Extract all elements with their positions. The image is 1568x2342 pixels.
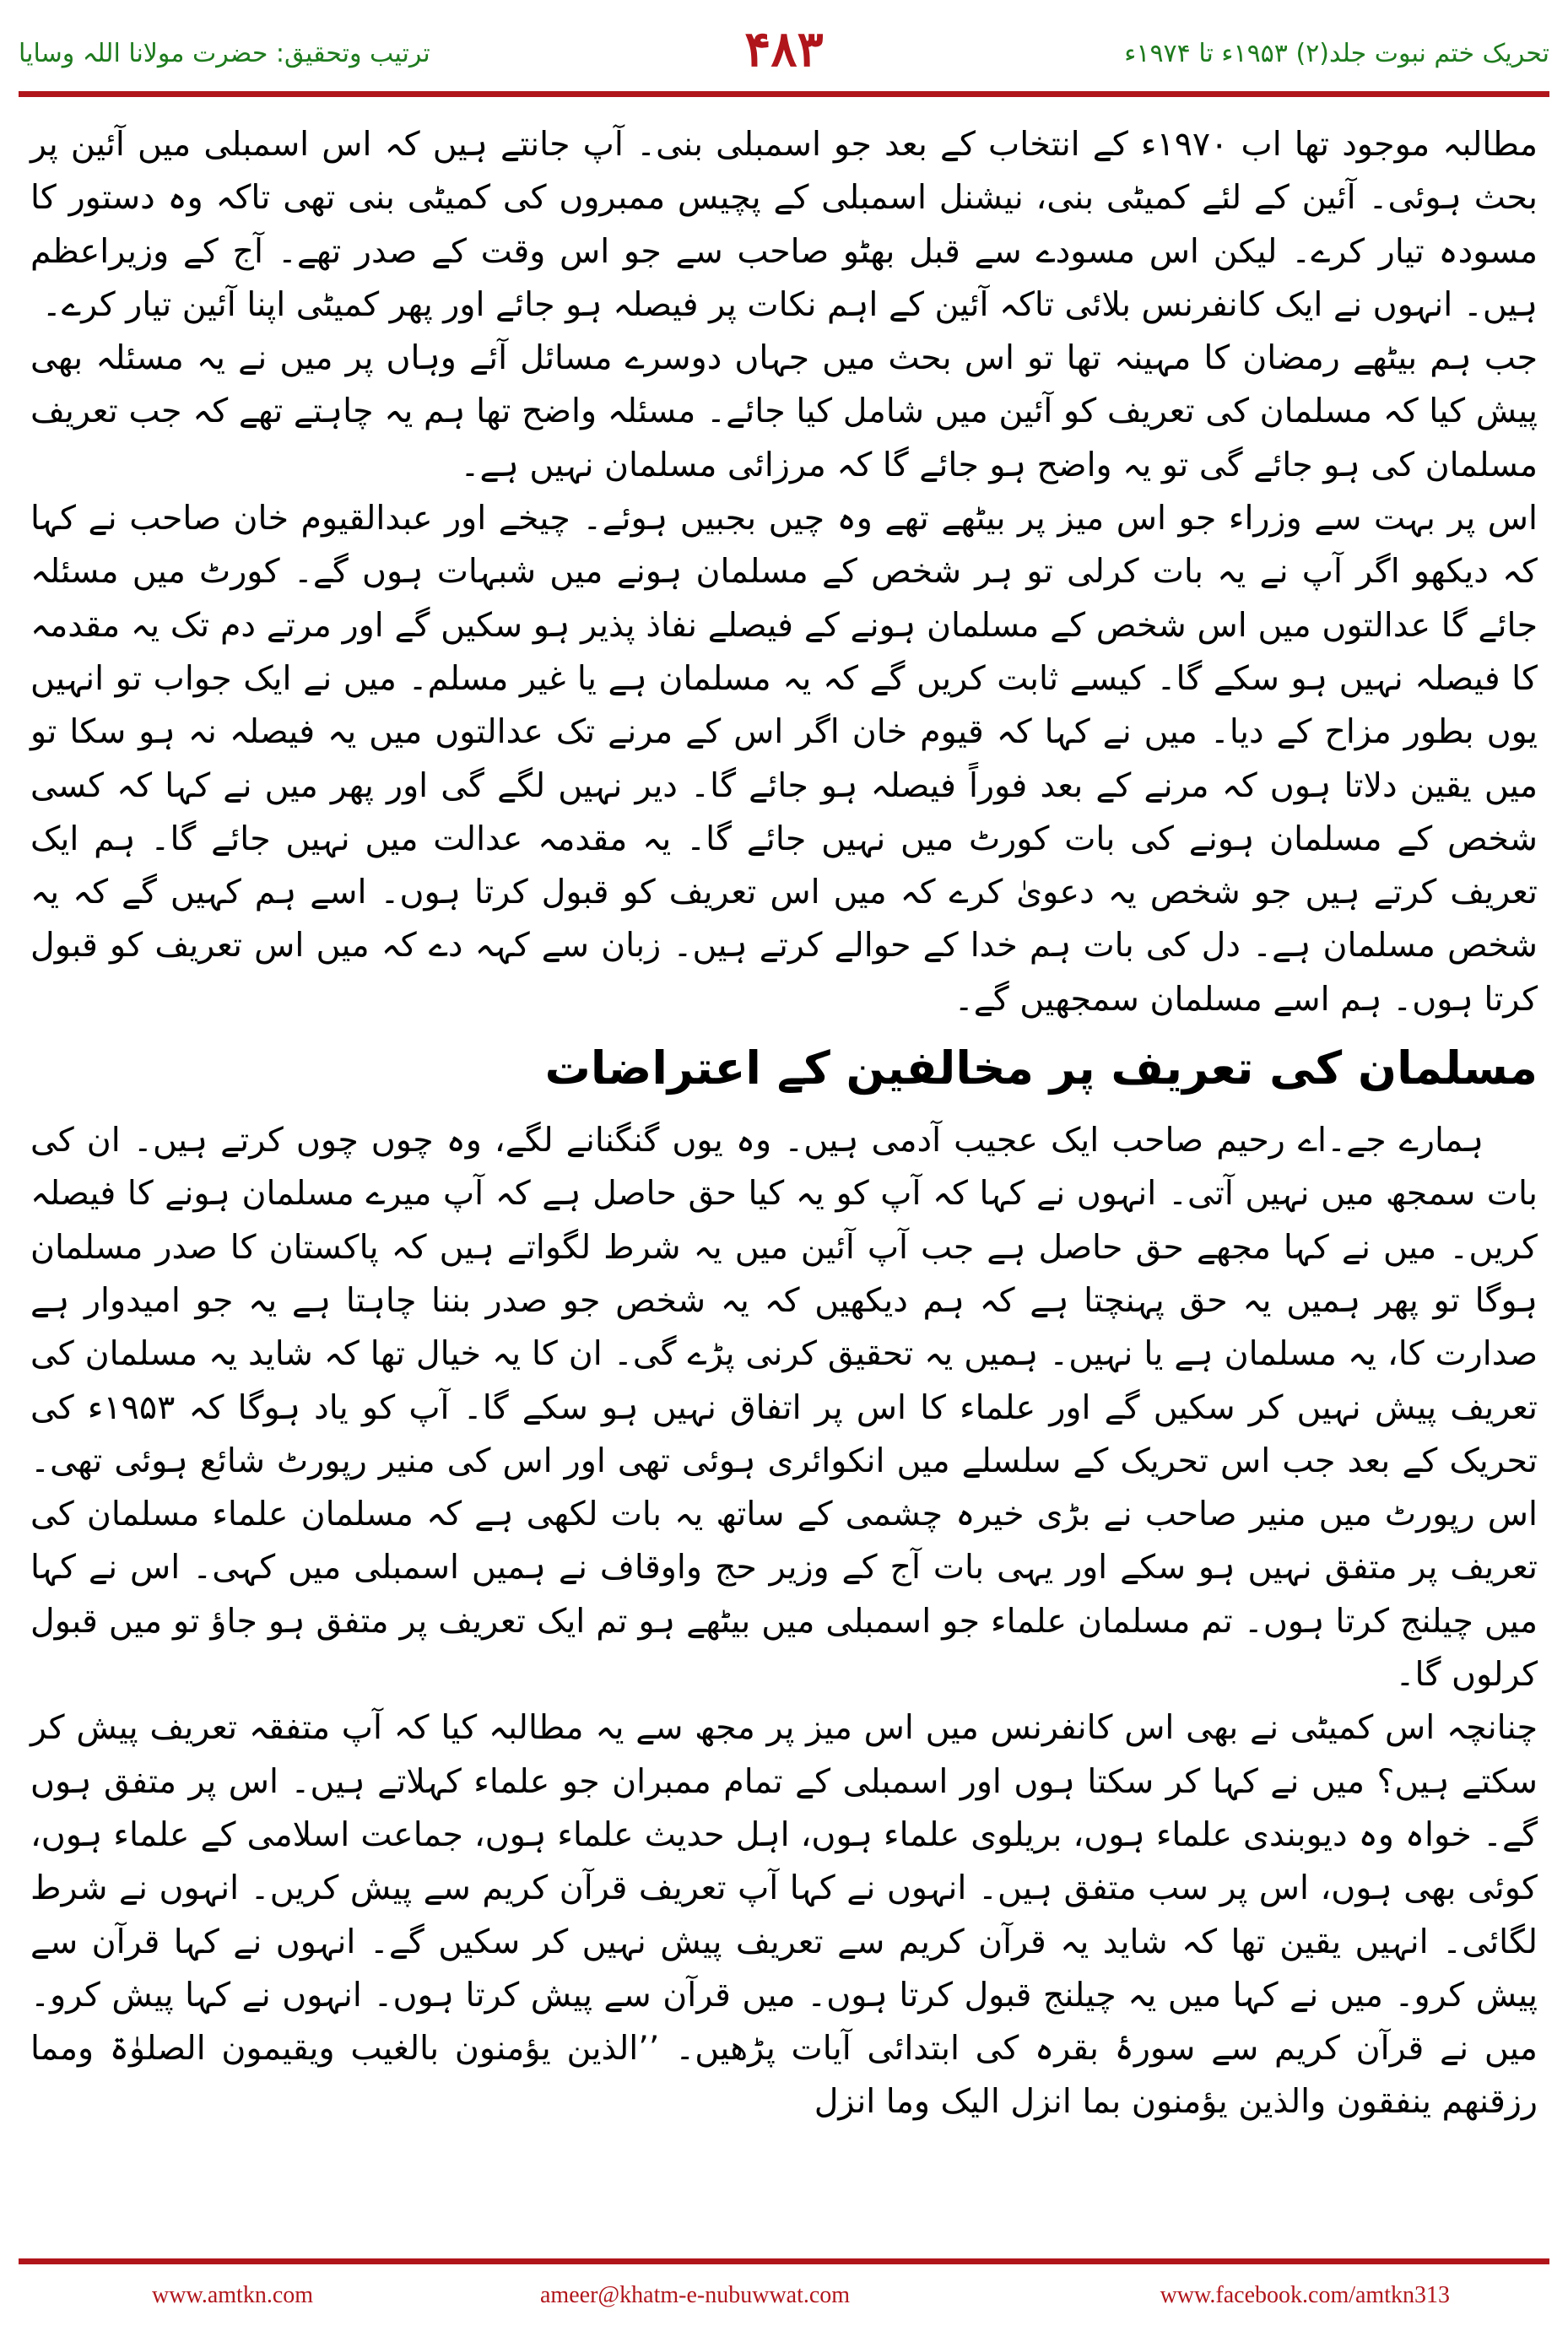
email-link[interactable]: ameer@khatm-e-nubuwwat.com (540, 2282, 851, 2308)
page-footer (0, 2270, 1568, 2321)
paragraph-4: ہمارے جے۔اے رحیم صاحب ایک عجیب آدمی ہیں۔ وہ یوں گنگنانے لگے، وہ چوں چوں کرتے ہیں۔ ان کی بات سمجھ میں نہیں آتی۔ انہوں نے کہا کہ آپ کو یہ کیا حق حاصل ہے کہ آپ میرے مسلمان ہونے کا فیصلہ کریں۔ میں نے کہا مجھے حق حاصل ہے جب آپ آئین میں یہ شرط لگواتے ہیں کہ پاکستان کا صدر مسلمان ہوگا تو پھر ہمیں یہ حق پہنچتا ہے کہ ہم دیکھیں کہ یہ شخص جو صدر بننا چاہتا ہے یہ جو امیدوار ہے صدارت کا، یہ مسلمان ہے یا نہیں۔ ہمیں یہ تحقیق کرنی پڑے گی۔ ان کا یہ خیال تھا کہ شاید یہ مسلمان کی تعریف پیش نہیں کر سکیں گے اور علماء کا اس پر اتفاق نہیں ہو سکے گا۔ آپ کو یاد ہوگا کہ ۱۹۵۳ء کی تحریک کے بعد جب اس تحریک کے سلسلے میں انکوائری ہوئی تھی اور اس کی منیر رپورٹ شائع ہوئی تھی۔ اس رپورٹ میں منیر صاحب نے بڑی خیرہ چشمی کے ساتھ یہ بات لکھی ہے کہ مسلمان علماء مسلمان کی تعریف پر متفق نہیں ہو سکے اور یہی بات آج کے وزیر حج واوقاف نے ہمیں اسمبلی میں کہی۔ اس نے کہا میں چیلنج کرتا ہوں۔ تم مسلمان علماء جو اسمبلی میں بیٹھے ہو تم ایک تعریف پر متفق ہو جاؤ تو میں قبول کرلوں گا۔ (30, 1121, 1538, 1695)
header-rule (19, 91, 1549, 97)
website-link[interactable]: www.amtkn.com (152, 2282, 314, 2308)
footer-rule (19, 2258, 1549, 2264)
facebook-link[interactable]: www.facebook.com/amtkn313 (1160, 2282, 1450, 2308)
paragraph-3: اس پر بہت سے وزراء جو اس میز پر بیٹھے تھے وہ چیں بجبیں ہوئے۔ چیخے اور عبدالقیوم خان صاحب نے کہا کہ دیکھو اگر آپ نے یہ بات کرلی تو ہر شخص کے مسلمان ہونے میں شبہات ہوں گے۔ کورٹ میں مسئلہ جائے گا عدالتوں میں اس شخص کے مسلمان ہونے کے فیصلے نفاذ پذیر ہو سکیں گے اور مرتے دم تک یہ مقدمہ کا فیصلہ نہیں ہو سکے گا۔ کیسے ثابت کریں گے کہ یہ مسلمان ہے یا غیر مسلم۔ میں نے ایک جواب تو انہیں یوں بطور مزاح کے دیا۔ میں نے کہا کہ قیوم خان اگر اس کے مرنے تک عدالتوں میں یہ فیصلہ نہ ہو سکا تو میں یقین دلاتا ہوں کہ مرنے کے بعد فوراً فیصلہ ہو جائے گا۔ دیر نہیں لگے گی اور پھر میں نے کہا کہ کسی شخص کے مسلمان ہونے کی بات کورٹ میں نہیں جائے گا۔ یہ مقدمہ عدالت میں نہیں جائے گا۔ ہم ایک تعریف کرتے ہیں جو شخص یہ دعویٰ کرے کہ میں اس تعریف کو قبول کرتا ہوں۔ اسے ہم کہیں گے کہ یہ شخص مسلمان ہے۔ دل کی بات ہم خدا کے حوالے کرتے ہیں۔ زبان سے کہہ دے کہ میں اس تعریف کو قبول کرتا ہوں۔ ہم اسے مسلمان سمجھیں گے۔ (30, 499, 1538, 1019)
paragraph-1: مطالبہ موجود تھا اب ۱۹۷۰ء کے انتخاب کے بعد جو اسمبلی بنی۔ آپ جانتے ہیں کہ اس اسمبلی میں آئین پر بحث ہوئی۔ آئین کے لئے کمیٹی بنی، نیشنل اسمبلی کے پچیس ممبروں کی کمیٹی بنی تھی تاکہ وہ دستور کا مسودہ تیار کرے۔ لیکن اس مسودے سے قبل بھٹو صاحب سے جو اس وقت کے صدر تھے۔ آج کے وزیراعظم ہیں۔ انہوں نے ایک کانفرنس بلائی تاکہ آئین کے اہم نکات پر فیصلہ ہو جائے اور پھر کمیٹی اپنا آئین تیار کرے۔ (30, 125, 1538, 324)
paragraph-2: جب ہم بیٹھے رمضان کا مہینہ تھا تو اس بحث میں جہاں دوسرے مسائل آئے وہاں پر میں نے یہ مسئلہ بھی پیش کیا کہ مسلمان کی تعریف کو آئین میں شامل کیا جائے۔ مسئلہ واضح تھا ہم یہ چاہتے تھے کہ جب تعریف مسلمان کی ہو جائے گی تو یہ واضح ہو جائے گا کہ مرزائی مسلمان نہیں ہے۔ (30, 338, 1538, 484)
book-title: تحریک ختم نبوت جلد(۲) ۱۹۵۳ء تا ۱۹۷۴ء (1124, 39, 1549, 68)
section-heading: مسلمان کی تعریف پر مخالفین کے اعتراضات (544, 1041, 1538, 1095)
page-body (30, 118, 1538, 2129)
paragraph-5-text: چنانچہ اس کمیٹی نے بھی اس کانفرنس میں اس میز پر مجھ سے یہ مطالبہ کیا کہ آپ متفقہ تعریف پیش کر سکتے ہیں؟ میں نے کہا کر سکتا ہوں اور اسمبلی کے تمام ممبران جو علماء کہلاتے ہیں۔ اس پر متفق ہوں گے۔ خواہ وہ دیوبندی علماء ہوں، بریلوی علماء ہوں، اہل حدیث علماء ہوں، جماعت اسلامی کے علماء ہوں، کوئی بھی ہوں، اس پر سب متفق ہیں۔ انہوں نے کہا آپ تعریف قرآن کریم سے پیش کریں۔ انہوں نے شرط لگائی۔ انہیں یقین تھا کہ شاید یہ قرآن کریم سے تعریف پیش نہیں کر سکیں گے۔ انہوں نے کہا قرآن سے پیش کرو۔ میں نے کہا میں یہ چیلنج قبول کرتا ہوں۔ میں قرآن سے پیش کرتا ہوں۔ انہوں نے کہا پیش کرو۔ میں نے قرآن کریم سے سورۂ بقرہ کی ابتدائی آیات پڑھیں۔ (30, 1708, 1538, 2069)
quran-quote: ’’الذین یؤمنون بالغیب ویقیمون الصلوٰۃ ومما رزقنھم ینفقون والذین یؤمنون بما انزل الیک وما انزل (30, 2029, 1538, 2122)
paragraph-5 (30, 1701, 1538, 2128)
page-header (0, 0, 1568, 101)
page-number: ۴۸۳ (744, 20, 824, 78)
compiler-credit: ترتیب وتحقیق: حضرت مولانا اللہ وسایا (19, 39, 430, 68)
